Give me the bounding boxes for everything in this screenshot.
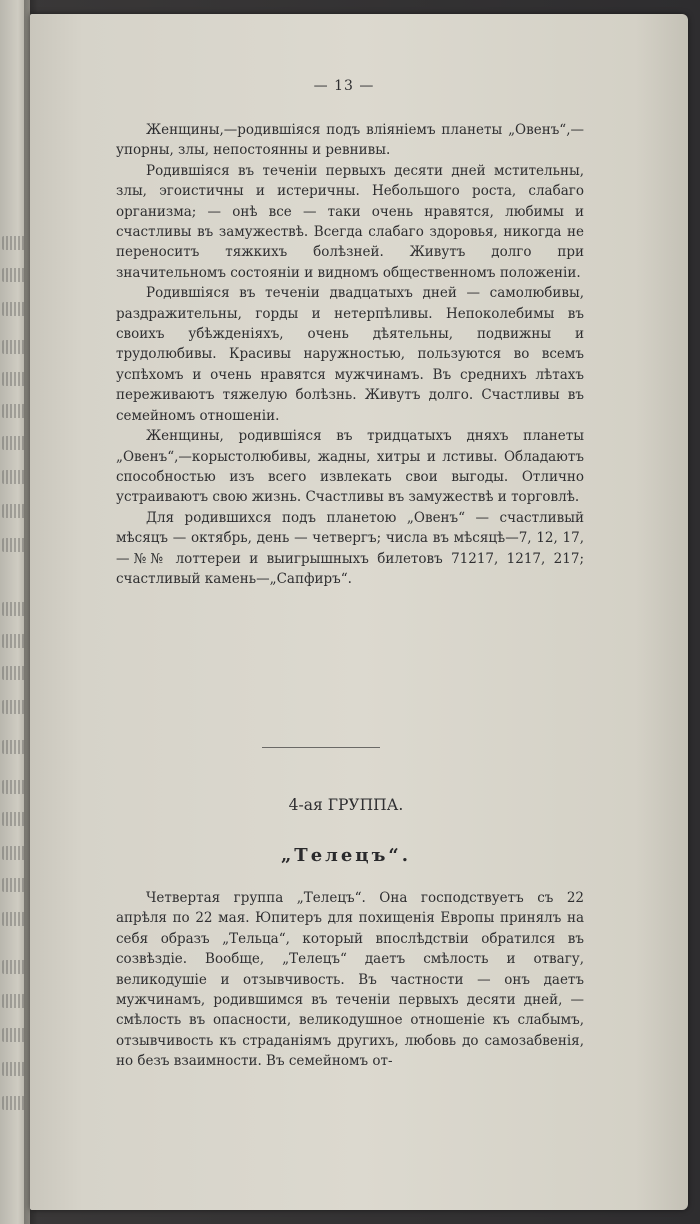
left-page-text-fragment: [2, 268, 26, 282]
oven-women-text: [116, 120, 584, 589]
left-page-text-fragment: [2, 372, 26, 386]
paragraph: Родившiяся въ теченiи первыхъ десяти дней мстительны, злы, эгоистичны и истеричны. Небольшого роста, слабаго организма; — онѣ все — таки очень нравятся, любимы и счастливы въ замужествѣ. Всегда слабаго здоровья, никогда не переноситъ тяжкихъ болѣзней. Живутъ долго при значительномъ состоянiи и видномъ общественномъ положенiи.: [116, 162, 584, 281]
left-page-text-fragment: [2, 846, 26, 860]
left-page-text-fragment: [2, 740, 26, 754]
left-page-text-fragment: [2, 912, 26, 926]
book-page: [30, 14, 688, 1210]
left-page-text-fragment: [2, 470, 26, 484]
left-page-text-fragment: [2, 812, 26, 826]
left-page-text-fragment: [2, 780, 26, 794]
telets-text: [116, 888, 584, 1072]
left-page-text-fragment: [2, 1028, 26, 1042]
left-page-text-fragment: [2, 602, 26, 616]
left-page-text-fragment: [2, 666, 26, 680]
left-page-text-fragment: [2, 994, 26, 1008]
paragraph: Женщины, родившiяся въ тридцатыхъ дняхъ планеты „Овенъ“,—корыстолюбивы, жадны, хитры и лстивы. Обладаютъ способностью изъ всего извлекать свои выгоды. Отлично устраиваютъ свою жизнь. Счастливы въ замужествѣ и торговлѣ.: [116, 428, 584, 506]
left-page-text-fragment: [2, 236, 26, 250]
left-page-text-fragment: [2, 302, 26, 316]
sign-heading: „Телецъ“.: [280, 845, 412, 866]
left-page-text-fragment: [2, 340, 26, 354]
left-page-text-fragment: [2, 1062, 26, 1076]
paragraph: Женщины,—родившiяся подъ влiянiемъ планеты „Овенъ“,—упорны, злы, непостоянны и ревнивы.: [116, 122, 584, 159]
left-page-text-fragment: [2, 538, 26, 552]
left-page-text-fragment: [2, 404, 26, 418]
left-page-text-fragment: [2, 960, 26, 974]
section-divider: [262, 747, 380, 748]
paragraph: Родившiяся въ теченiи двадцатыхъ дней — самолюбивы, раздражительны, горды и нетерпѣливы. Непоколебимы въ своихъ убѣжденiяхъ, очень дѣятельны, подвижны и трудолюбивы. Красивы наружностью, пользуются во всемъ успѣхомъ и очень нравятся мужчинамъ. Въ среднихъ лѣтахъ переживаютъ тяжелую болѣзнь. Живутъ долго. Счастливы въ семейномъ отношенiи.: [116, 285, 584, 424]
paragraph: Для родившихся подъ планетою „Овенъ“ — счастливый мѣсяцъ — октябрь, день — четвергъ; числа въ мѣсяцѣ—7, 12, 17,—№№ лоттереи и выигрышныхъ билетовъ 71217, 1217, 217; счастливый камень—„Сапфиръ“.: [116, 509, 584, 587]
left-page-text-fragment: [2, 1096, 26, 1110]
left-page-text-fragment: [2, 436, 26, 450]
paragraph: Четвертая группа „Телецъ“. Она господствуетъ съ 22 апрѣля по 22 мая. Юпитеръ для похищенiя Европы принялъ на себя образъ „Тельца“, который впослѣдствiи обратился въ созвѣздiе. Вообще, „Телецъ“ даетъ смѣлость и отвагу, великодушiе и отзывчивость. Въ частности — онъ даетъ мужчинамъ, родившимся въ теченiи первыхъ десяти дней, — смѣлость въ опасности, великодушное отношенiе къ слабымъ, отзывчивость къ страданiямъ другихъ, любовь до самозабвенiя, но безъ взаимности. Въ семейномъ от-: [116, 890, 584, 1070]
left-page-text-fragment: [2, 700, 26, 714]
left-page-text-fragment: [2, 878, 26, 892]
group-heading: 4-ая ГРУППА.: [288, 796, 404, 814]
left-page-text-fragment: [2, 634, 26, 648]
left-page-text-fragment: [2, 504, 26, 518]
page-number: — 13 —: [313, 78, 375, 94]
